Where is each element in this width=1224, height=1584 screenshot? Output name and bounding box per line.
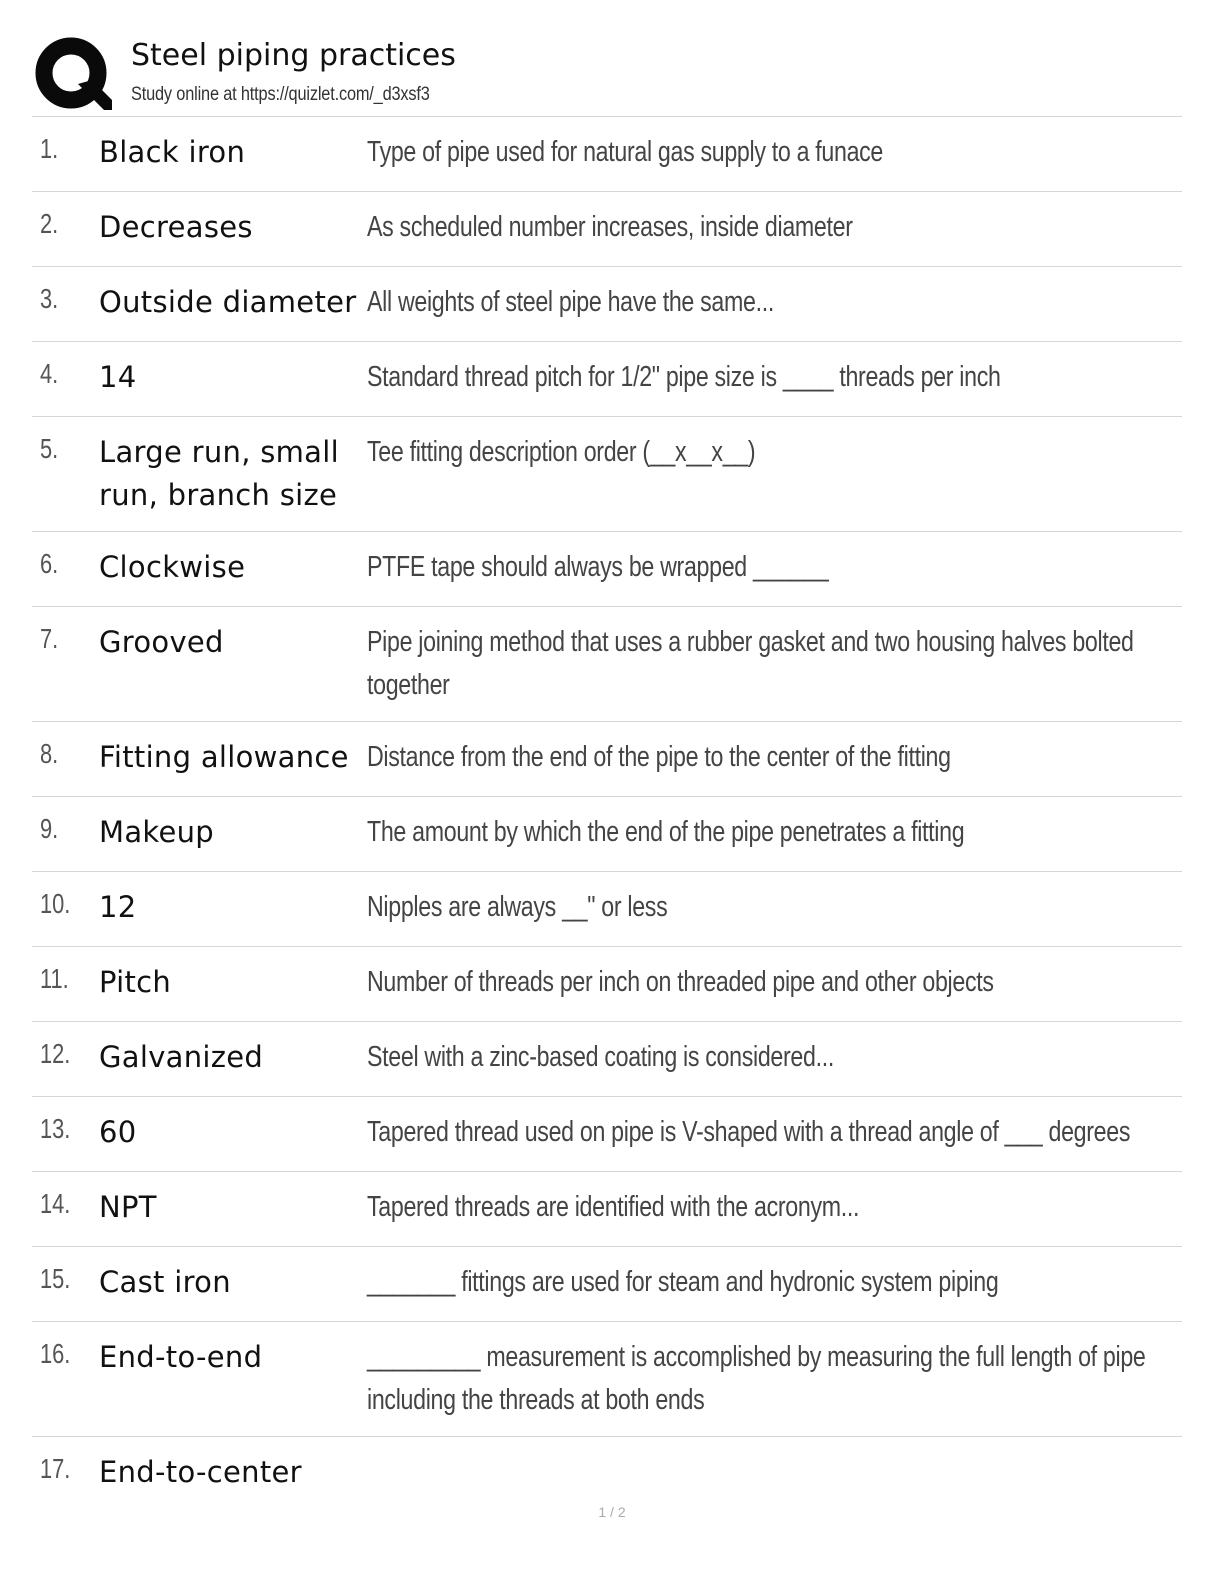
term-row — [32, 1172, 1182, 1247]
term-text: Fitting allowance — [99, 740, 349, 774]
term-text: Clockwise — [99, 550, 246, 584]
term-text: Makeup — [99, 815, 214, 849]
term-row — [32, 1322, 1182, 1437]
page-header — [34, 30, 1184, 116]
term-text: Outside diameter — [99, 285, 357, 319]
term-definition: _______ fittings are used for steam and hydronic system piping — [367, 1266, 999, 1298]
term-text: Large run, small run, branch size — [99, 435, 339, 512]
term-number: 16. — [40, 1338, 71, 1369]
term-text: 14 — [99, 360, 137, 394]
term-number: 3. — [40, 283, 59, 314]
term-row — [32, 267, 1182, 342]
term-text: NPT — [99, 1190, 157, 1224]
term-number: 2. — [40, 208, 59, 239]
term-text: Grooved — [99, 625, 224, 659]
term-row — [32, 607, 1182, 722]
term-row — [32, 947, 1182, 1022]
term-definition: Tapered thread used on pipe is V-shaped with a thread angle of ___ degrees — [367, 1116, 1131, 1148]
term-text: End-to-end — [99, 1340, 263, 1374]
term-text: Galvanized — [99, 1040, 264, 1074]
term-number: 15. — [40, 1263, 71, 1294]
term-row — [32, 1437, 1182, 1511]
term-number: 5. — [40, 433, 59, 464]
term-definition: As scheduled number increases, inside diameter — [367, 211, 853, 243]
term-row — [32, 1022, 1182, 1097]
term-definition: _________ measurement is accomplished by measuring the full length of pipe including the threads at both ends — [367, 1341, 1146, 1416]
term-row — [32, 192, 1182, 267]
term-list — [32, 117, 1182, 1511]
term-row — [32, 117, 1182, 192]
term-definition: Pipe joining method that uses a rubber gasket and two housing halves bolted together — [367, 626, 1134, 701]
term-number: 17. — [40, 1453, 71, 1484]
term-number: 12. — [40, 1038, 71, 1069]
term-definition: Nipples are always __" or less — [367, 891, 668, 923]
term-number: 1. — [40, 133, 59, 164]
term-text: Black iron — [99, 135, 246, 169]
term-number: 7. — [40, 623, 59, 654]
term-row — [32, 797, 1182, 872]
term-row — [32, 1097, 1182, 1172]
term-row — [32, 417, 1182, 532]
term-number: 10. — [40, 888, 71, 919]
term-number: 4. — [40, 358, 59, 389]
term-text: 12 — [99, 890, 137, 924]
term-number: 11. — [40, 963, 69, 994]
term-definition: Tapered threads are identified with the acronym... — [367, 1191, 860, 1223]
term-number: 6. — [40, 548, 59, 579]
term-row — [32, 342, 1182, 417]
term-definition: PTFE tape should always be wrapped ______ — [367, 551, 829, 583]
term-row — [32, 872, 1182, 947]
term-row — [32, 722, 1182, 797]
term-definition: Steel with a zinc-based coating is considered... — [367, 1041, 834, 1073]
term-definition: All weights of steel pipe have the same... — [367, 286, 774, 318]
term-definition: Number of threads per inch on threaded pipe and other objects — [367, 966, 994, 998]
term-number: 14. — [40, 1188, 71, 1219]
term-text: Decreases — [99, 210, 253, 244]
term-definition: Distance from the end of the pipe to the center of the fitting — [367, 741, 951, 773]
term-text: Pitch — [99, 965, 172, 999]
term-text: 60 — [99, 1115, 137, 1149]
term-row — [32, 532, 1182, 607]
term-number: 8. — [40, 738, 59, 769]
term-definition: Type of pipe used for natural gas supply to a funace — [367, 136, 884, 168]
term-definition: Standard thread pitch for 1/2" pipe size is ____ threads per inch — [367, 361, 1001, 393]
term-definition: Tee fitting description order (__x__x__) — [367, 436, 756, 468]
term-number: 9. — [40, 813, 59, 844]
page-number: 1 / 2 — [598, 1504, 626, 1520]
page-title: Steel piping practices — [131, 38, 456, 73]
term-text: Cast iron — [99, 1265, 231, 1299]
term-definition: The amount by which the end of the pipe penetrates a fitting — [367, 816, 965, 848]
term-number: 13. — [40, 1113, 71, 1144]
term-row — [32, 1247, 1182, 1322]
quizlet-q-logo-icon — [34, 36, 112, 114]
term-text: End-to-center — [99, 1455, 302, 1489]
study-online-link[interactable]: Study online at https://quizlet.com/_d3xsf3 — [131, 84, 430, 105]
